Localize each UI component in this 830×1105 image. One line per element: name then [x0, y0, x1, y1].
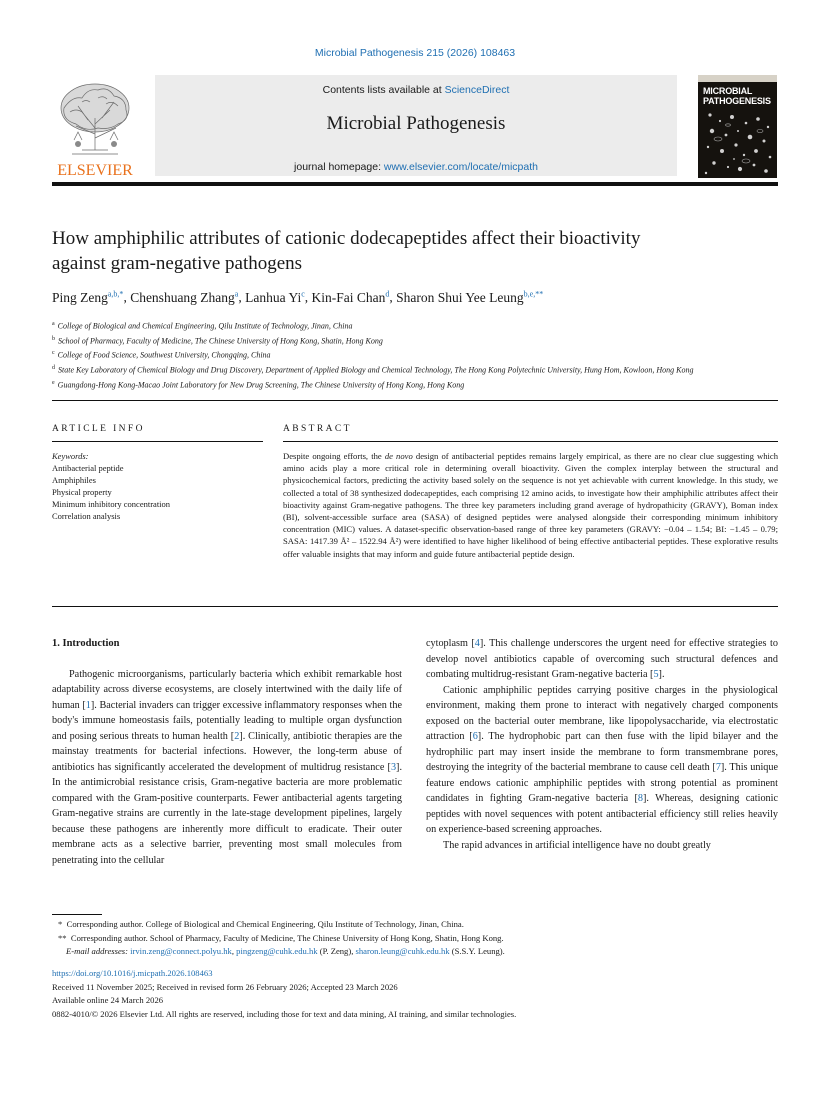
text-run: ]. Bacterial invaders can trigger excessive inflammatory responses when the body's immune homeostasis fails, potentially leading to multiple organ dysfunction and posing serious threats to human health [	[52, 699, 402, 742]
citation-link[interactable]: 1	[85, 699, 91, 711]
elsevier-tree-icon	[52, 78, 138, 178]
text-run: cytoplasm [	[426, 638, 475, 649]
cover-microbe-icon	[698, 75, 777, 178]
text-run: ,	[231, 946, 237, 956]
author-list: Ping Zeng$^{a,b,*}$, Chenshuang Zhang$^a$, Lanhua Yi$^c$, Kin-Fai Chan$^d$, Sharon Shui Yee Leung$^{b,e,**}$	[52, 289, 544, 305]
author-3[interactable]	[245, 290, 305, 305]
elsevier-logo[interactable]	[52, 78, 138, 178]
text-run: ]. This challenge underscores the urgent need for effective strategies to develop novel antibiotics capable of overcoming such structural defences and combating multidrug-resistant Gram-negative bacteria [	[426, 638, 778, 680]
footnotes	[52, 918, 778, 959]
paragraph	[426, 683, 778, 838]
text-run: ]. This unique feature endows cationic amphiphilic peptides with strong potential as prominent candidates in fighting Gram-negative bacteria [	[426, 762, 778, 804]
abstract-italic-term: de novo	[384, 451, 413, 461]
cover-title-line-2: PATHOGENESIS	[703, 96, 771, 106]
author-name: Kin-Fai Chan	[311, 289, 386, 305]
author-affiliation-mark[interactable]: a	[234, 289, 239, 298]
author-affiliation-mark[interactable]: c	[301, 289, 305, 298]
email-link[interactable]: pingzeng@cuhk.edu.hk	[236, 946, 318, 956]
text-run: ]. Whereas, designing cationic peptides with novel sequences with potent antibacterial efficiency still relies heavily on experience-based screening approaches.	[426, 793, 778, 835]
author-4[interactable]	[312, 290, 390, 305]
author-affiliation-mark[interactable]: a,b,*	[107, 289, 124, 298]
affiliation-item	[52, 318, 752, 333]
affiliation-mark: b	[52, 335, 55, 342]
author-affiliation-mark[interactable]: b,e,**	[523, 289, 544, 298]
keyword-item: Amphiphiles	[52, 475, 96, 485]
paragraph: The rapid advances in artificial intelligence have no doubt greatly	[443, 839, 711, 851]
affiliation-item	[52, 377, 752, 392]
email-addresses	[52, 945, 778, 959]
author-1[interactable]	[52, 290, 123, 305]
affiliation-item	[52, 333, 752, 348]
affiliation-list	[52, 318, 752, 391]
abstract-text-part: design of antibacterial peptides remains largely empirical, as there are no clear clue suggesting which amino acids play a more critical role in determining overall bioactivity. Given the complex interplay between the structural and physicochemical factors, predicting the activity based solely on the sequence is not yet achievable with current knowledge. In this study, we collected a total of 38 synthesized dodecapeptides, each comprising 12 amino acids, to investigate how their amphiphilic attributes affect their bioactivity against Gram-negative pathogens. The three key parameters including grand average of hydropathicity (GRAVY), Boman index (BI), solvent-accessible surface area (SASA) of designed peptides were analysed alongside their corresponding minimum inhibitory concentration (MIC) values. A dataset-specific observation-based range of three key parameters (GRAVY: −0.04 – 1.54; BI: −1.45 – 0.79; SASA: 1417.39 Å² – 1522.94 Å²) were identified to have higher likelihood of being effective antibacterial peptides. These explorative results offer valuable insights that may inform and guide future antibacterial peptide design.	[283, 451, 779, 559]
keywords-heading: Keywords:	[52, 451, 89, 461]
section-rule	[52, 400, 778, 401]
citation-link[interactable]: 8	[637, 793, 643, 804]
affiliation-item	[52, 362, 752, 377]
author-name: Sharon Shui Yee Leung	[396, 289, 524, 305]
affiliation-text: College of Food Science, Southwest University, Chongqing, China	[57, 350, 271, 360]
affiliation-item	[52, 347, 752, 362]
citation-link[interactable]: 5	[653, 669, 659, 680]
journal-title: Microbial Pathogenesis	[326, 113, 506, 134]
homepage-prefix: journal homepage:	[294, 161, 384, 173]
abstract-text	[283, 450, 778, 560]
paragraph	[52, 667, 402, 869]
affiliation-mark: c	[52, 350, 55, 357]
author-name: Chenshuang Zhang	[130, 289, 235, 305]
body-column-left	[52, 636, 402, 868]
article-info-heading: ARTICLE INFO	[52, 424, 145, 434]
copyright-line: 0882-4010/© 2026 Elsevier Ltd. All rights are reserved, including those for text and data mining, AI training, and similar technologies.	[52, 1008, 517, 1019]
author-2[interactable]	[130, 290, 238, 305]
text-run: Pathogenic microorganisms, particularly bacteria which exhibit remarkable host adaptability across diverse ecosystems, are closely intertwined with the daily life of human [	[52, 668, 402, 711]
author-name: Ping Zeng	[52, 289, 108, 305]
header-rule	[52, 182, 778, 186]
journal-reference[interactable]: Microbial Pathogenesis 215 (2026) 108463	[314, 47, 516, 59]
section-heading-introduction: 1. Introduction	[52, 638, 120, 649]
paper-title: How amphiphilic attributes of cationic dodecapeptides affect their bioactivity against gram-negative pathogens	[52, 228, 641, 274]
affiliation-mark: e	[52, 379, 55, 386]
abstract-rule	[283, 441, 778, 442]
footnote-text: Corresponding author. College of Biological and Chemical Engineering, Qilu Institute of Technology, Jinan, China.	[66, 919, 464, 929]
footnote-corresponding-2	[52, 932, 778, 946]
affiliation-text: School of Pharmacy, Faculty of Medicine, The Chinese University of Hong Kong, Shatin, Hong Kong	[58, 336, 383, 346]
citation-link[interactable]: 6	[472, 731, 478, 742]
citation-link[interactable]: 3	[390, 761, 397, 773]
keyword-item: Correlation analysis	[52, 511, 121, 521]
citation-link[interactable]: 7	[715, 762, 721, 773]
keyword-item: Antibacterial peptide	[52, 463, 124, 473]
body-column-right	[426, 636, 778, 853]
footnote-corresponding-1	[52, 918, 778, 932]
text-run: ].	[658, 669, 665, 680]
available-online-date: Available online 24 March 2026	[52, 995, 164, 1005]
author-name: Lanhua Yi	[245, 289, 302, 305]
email-link[interactable]: irvin.zeng@connect.polyu.hk	[130, 946, 232, 956]
footnote-mark: *	[58, 919, 63, 929]
affiliation-text: Guangdong-Hong Kong-Macao Joint Laboratory for New Drug Screening, The Chinese University of Hong Kong, Hong Kong	[57, 380, 465, 390]
text-run: ]. In the antimicrobial resistance crisis, Gram-negative bacteria are more problematic compared with the Gram-positive counterparts. Fewer antibacterial agents targeting Gram-negative strains are currently in the late-stage development pipelines, largely because these pathogens are inherently more difficult to eradicate. Their outer membrane acts as a selective barrier, preventing most small molecules from penetrating into the cellular	[52, 761, 402, 866]
text-run: ]. The hydrophobic part can then fuse with the lipid bilayer and the hydrophilic part may insert inside the membrane to form transmembrane pores, destroying the integrity of the bacterial membrane to cause cell death [	[426, 731, 779, 773]
abstract-text-part: Despite ongoing efforts, the	[283, 451, 385, 461]
sciencedirect-link[interactable]: ScienceDirect	[444, 84, 510, 96]
paragraph	[426, 636, 778, 683]
cover-title-line-1: MICROBIAL	[703, 86, 753, 96]
email-link[interactable]: sharon.leung@cuhk.edu.hk	[355, 946, 450, 956]
citation-link[interactable]: 2	[234, 730, 240, 742]
citation-link[interactable]: 4	[474, 638, 480, 649]
affiliation-text: State Key Laboratory of Chemical Biology and Drug Discovery, Department of Applied Biology and Chemical Technology, The Hong Kong Polytechnic University, Hung Hom, Kowloon, Hong Kong	[58, 365, 694, 375]
keyword-item: Physical property	[52, 487, 112, 497]
elsevier-wordmark: ELSEVIER	[57, 162, 133, 178]
footnote-mark: **	[58, 932, 67, 943]
email-label: E-mail addresses:	[66, 946, 128, 956]
text-run: (S.S.Y. Leung).	[449, 946, 505, 956]
author-affiliation-mark[interactable]: d	[385, 289, 390, 298]
received-dates: Received 11 November 2025; Received in revised form 26 February 2026; Accepted 23 March 2026	[52, 981, 398, 992]
abstract-heading: ABSTRACT	[283, 424, 352, 434]
affiliation-text: College of Biological and Chemical Engineering, Qilu Institute of Technology, Jinan, China	[57, 321, 353, 331]
article-info-rule	[52, 441, 263, 442]
contents-line	[155, 84, 677, 96]
homepage-link[interactable]: www.elsevier.com/locate/micpath	[383, 161, 538, 173]
text-run: Cationic amphiphilic peptides carrying positive charges in the physiological environment, making them prone to interact with negatively charged components exposed on the bacterial outer membrane, like lipopolysaccharide, via electrostatic attraction [	[426, 684, 778, 742]
contents-prefix: Contents lists available at	[322, 84, 445, 96]
publication-info	[52, 967, 778, 1021]
journal-homepage-line	[155, 161, 677, 173]
affiliation-mark: a	[52, 321, 55, 327]
text-run: (P. Zeng),	[317, 946, 356, 956]
footnote-rule	[52, 914, 102, 915]
keyword-item: Minimum inhibitory concentration	[52, 499, 171, 509]
section-rule	[52, 606, 778, 607]
affiliation-mark: d	[52, 364, 55, 371]
journal-cover-image[interactable]	[698, 75, 777, 178]
doi-link[interactable]: https://doi.org/10.1016/j.micpath.2026.108463	[52, 968, 213, 978]
text-run: ]. Clinically, antibiotic therapies are the mainstay treatments for bacterial infections. However, the long-term abuse of antibiotics has significantly accelerated the development of multidrug resistance [	[52, 730, 402, 773]
keywords-block	[52, 450, 272, 522]
author-5[interactable]	[396, 290, 543, 305]
footnote-text: Corresponding author. School of Pharmacy, Faculty of Medicine, The Chinese University of Hong Kong, Shatin, Hong Kong.	[70, 932, 504, 943]
